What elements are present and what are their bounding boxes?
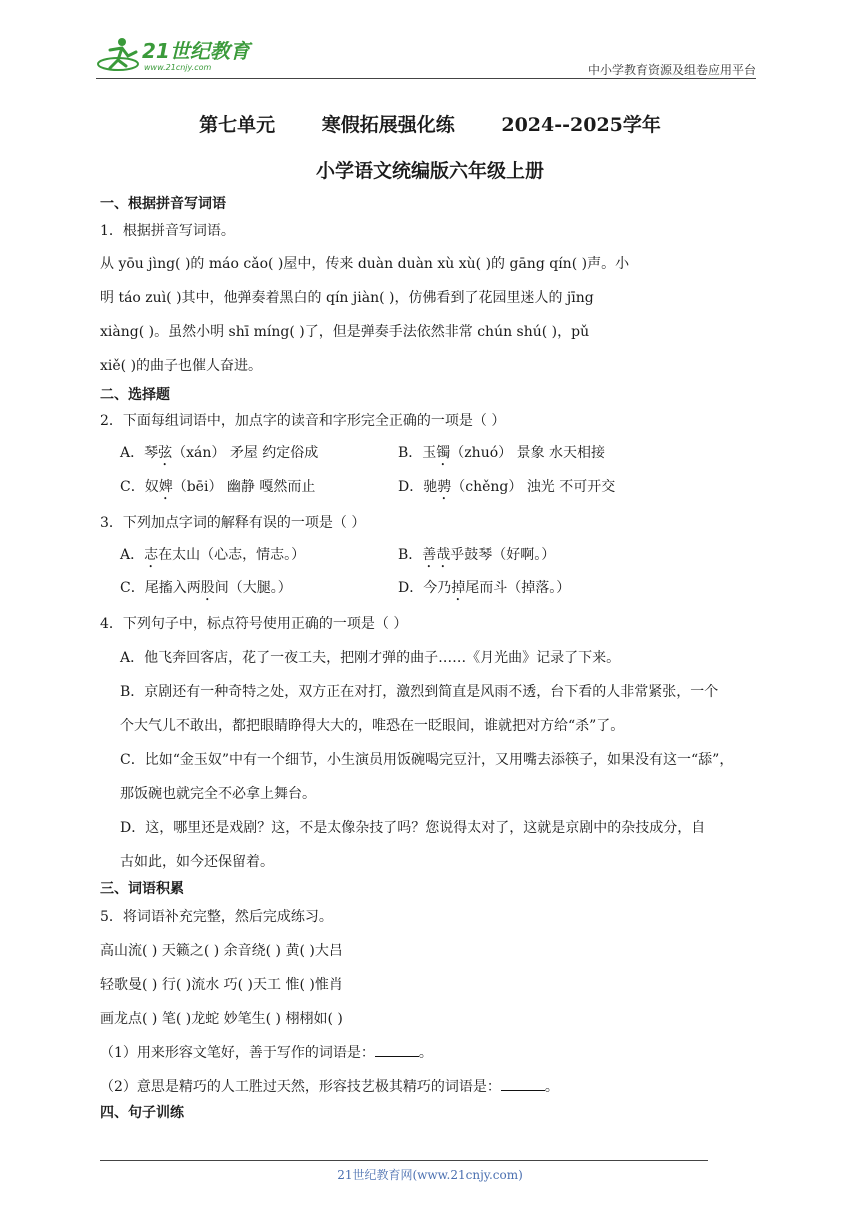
idiom-row-1: 高山流( ) 天籁之( ) 余音绕( ) 黄( )大吕	[100, 943, 343, 959]
question-2-option-c: C．奴婢（bēi） 幽静 嘎然而止	[120, 479, 316, 495]
section-heading-2: 二、选择题	[100, 387, 170, 403]
platform-name: 中小学教育资源及组卷应用平台	[587, 63, 756, 77]
question-2-option-a: A．琴弦（xán） 矛屋 约定俗成	[120, 445, 319, 461]
question-5-sub-1: （1）用来形容文笔好，善于写作的词语是： 。	[100, 1045, 433, 1061]
section-heading-3: 三、词语积累	[100, 881, 184, 897]
question-1-line-1: 从 yōu jìng( )的 máo cǎo( )屋中，传来 duàn duàn xù xù( )的 gāng qín( )声。小	[100, 256, 630, 272]
question-4-option-a: A．他飞奔回客店，花了一夜工夫，把刚才弹的曲子……《月光曲》记录了下来。	[120, 650, 621, 666]
title-unit: 第七单元	[199, 114, 276, 136]
question-4-option-b-line-1: B．京剧还有一种奇特之处，双方正在对打，激烈到简直是风雨不透，台下看的人非常紧张，一个	[120, 684, 719, 700]
answer-blank-2[interactable]	[501, 1077, 545, 1091]
question-4-stem: 4．下列句子中，标点符号使用正确的一项是（ ）	[100, 616, 408, 632]
title-practice: 寒假拓展强化练	[321, 114, 455, 136]
question-3-option-a: A．志在太山（心志，情志。）	[120, 547, 306, 563]
section-heading-4: 四、句子训练	[100, 1105, 184, 1121]
question-4-option-b-line-2: 个大气儿不敢出，都把眼睛睁得大大的，唯恐在一眨眼间，谁就把对方给“杀”了。	[120, 718, 625, 734]
page-title	[0, 110, 860, 137]
runner-logo-icon	[96, 34, 256, 78]
question-4-option-d-line-1: D．这，哪里还是戏剧？这，不是太像杂技了吗？您说得太对了，这就是京剧中的杂技成分，自	[120, 820, 706, 836]
question-5-stem: 5．将词语补充完整，然后完成练习。	[100, 909, 333, 925]
header-divider	[96, 78, 756, 79]
question-2-option-d: D．驰骋（chěng） 浊光 不可开交	[398, 479, 616, 495]
question-1-line-3: xiàng( )。虽然小明 shī míng( )了，但是弹奏手法依然非常 chún shú( )，pǔ	[100, 324, 590, 340]
question-3-stem: 3．下列加点字词的解释有误的一项是（ ）	[100, 515, 366, 531]
question-3-option-c: C．尾搐入两股间（大腿。）	[120, 580, 292, 596]
footer-divider	[100, 1160, 708, 1161]
answer-blank-1[interactable]	[375, 1043, 419, 1057]
site-logo	[96, 34, 256, 78]
question-4-option-c-line-1: C．比如“金玉奴”中有一个细节，小生演员用饭碗喝完豆汁，又用嘴去添筷子，如果没有这一“舔”，	[120, 752, 734, 768]
page-subtitle: 小学语文统编版六年级上册	[315, 160, 544, 182]
idiom-row-3: 画龙点( ) 笔( )龙蛇 妙笔生( ) 栩栩如( )	[100, 1011, 343, 1027]
question-3-option-d: D．今乃掉尾而斗（掉落。）	[398, 580, 571, 596]
question-1-line-4: xiě( )的曲子也催人奋进。	[100, 358, 263, 374]
question-5-sub-2: （2）意思是精巧的人工胜过天然，形容技艺极其精巧的词语是： 。	[100, 1079, 559, 1095]
question-4-option-d-line-2: 古如此，如今还保留着。	[120, 854, 274, 870]
title-year: 2024--2025学年	[501, 114, 661, 136]
section-heading-1: 一、根据拼音写词语	[100, 196, 226, 212]
footer-link[interactable]: 21世纪教育网(www.21cnjy.com)	[337, 1168, 523, 1182]
question-2-stem: 2．下面每组词语中，加点字的读音和字形完全正确的一项是（ ）	[100, 413, 506, 429]
question-4-option-c-line-2: 那饭碗也就完全不必拿上舞台。	[120, 786, 316, 802]
logo-text: 21世纪教育	[142, 39, 250, 63]
question-3-option-b: B．善哉乎鼓琴（好啊。）	[398, 547, 556, 563]
logo-url: www.21cnjy.com	[144, 63, 212, 72]
question-1-line-2: 明 táo zuì( )其中，他弹奏着黑白的 qín jiàn( )，仿佛看到了花园里迷人的 jīng	[100, 290, 594, 306]
question-1-stem: 1．根据拼音写词语。	[100, 223, 235, 239]
question-2-option-b: B．玉镯（zhuó） 景象 水天相接	[398, 445, 606, 461]
idiom-row-2: 轻歌曼( ) 行( )流水 巧( )天工 惟( )惟肖	[100, 977, 343, 993]
